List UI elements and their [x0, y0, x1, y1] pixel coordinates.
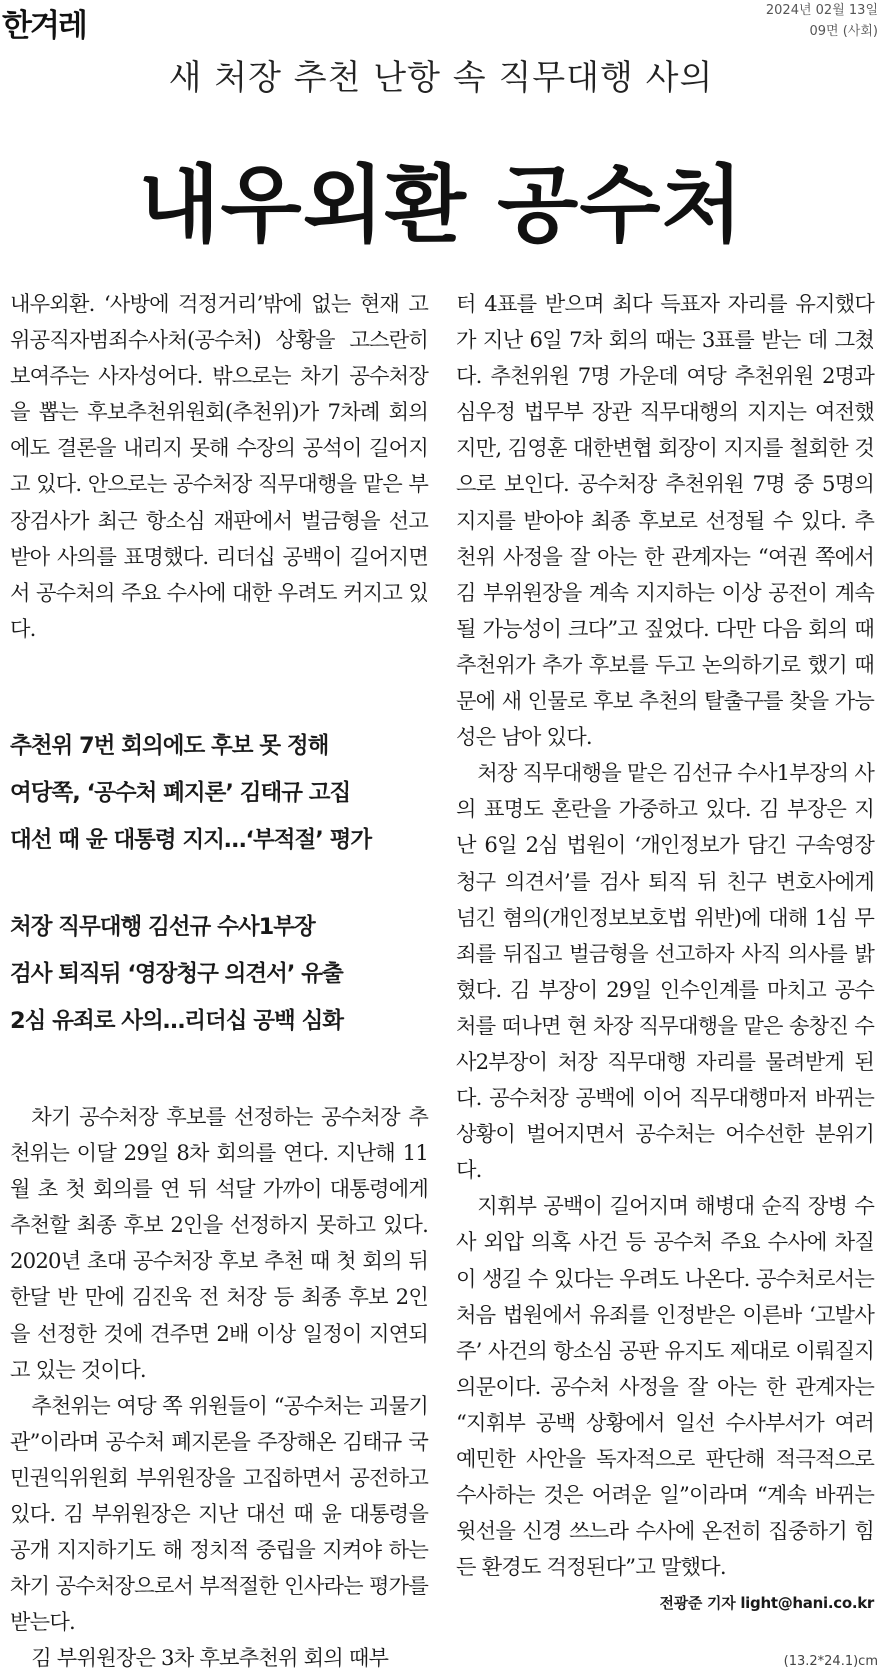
body-paragraph: 처장 직무대행을 맡은 김선규 수사1부장의 사의 표명도 혼란을 가중하고 있다. 김 부장은 지난 6일 2심 법원이 ‘개인정보가 담긴 구속영장 청구 의견서’를 검사 퇴직 뒤 친구 변호사에게 넘긴 혐의(개인정보보호법 위반)에 대해 1심 무죄를 뒤집고 벌금형을 선고하자 사직 의사를 밝혔다. 김 부장이 29일 인수인계를 마치고 공수처를 떠나면 현 차장 직무대행을 맡은 송창진 수사2부장이 처장 직무대행 자리를 물려받게 된다. 공수처장 공백에 이어 직무대행마저 바뀌는 상황이 벌어지면서 공수처는 어수선한 분위기다.: [456, 760, 874, 1183]
article-headline: 내우외환 공수처: [138, 156, 744, 254]
intro-paragraph: 내우외환. ‘사방에 걱정거리’밖에 없는 현재 고위공직자범죄수사처(공수처) 상황을 고스란히 보여주는 사자성어다. 밖으로는 차기 공수처장을 뽑는 후보추천위원회(추천위)가 7차례 회의에도 결론을 내리지 못해 수장의 공석이 길어지고 있다. 안으로는 공수처장 직무대행을 맡은 부장검사가 최근 항소심 재판에서 벌금형을 선고받아 사의를 표명했다. 리더십 공백이 길어지면서 공수처의 주요 수사에 대한 우려도 커지고 있다.: [10, 291, 428, 641]
issue-page: 09면 (사회): [809, 24, 878, 39]
subhead: 검사 퇴직뒤 ‘영장청구 의견서’ 유출: [10, 960, 343, 987]
left-column: [10, 286, 428, 1676]
body-paragraph: 터 4표를 받으며 최다 득표자 자리를 유지했다가 지난 6일 7차 회의 때는 3표를 받는 데 그쳤다. 추천위원 7명 가운데 여당 추천위원 2명과 심우정 법무부 장관 직무대행의 지지는 여전했지만, 김영훈 대한변협 회장이 지지를 철회한 것으로 보인다. 공수처장 추천위원 7명 중 5명의 지지를 받아야 최종 후보로 선정될 수 있다. 추천위 사정을 잘 아는 한 관계자는 “여권 쪽에서 김 부위원장을 계속 지지하는 이상 공전이 계속될 가능성이 크다”고 짚었다. 다만 다음 회의 때 추천위가 추가 후보를 두고 논의하기로 했기 때문에 새 인물로 후보 추천의 탈출구를 찾을 가능성은 남아 있다.: [456, 291, 874, 750]
body-paragraph: 차기 공수처장 후보를 선정하는 공수처장 추천위는 이달 29일 8차 회의를 연다. 지난해 11월 초 첫 회의를 연 뒤 석달 가까이 대통령에게 추천할 최종 후보 2인을 선정하지 못하고 있다. 2020년 초대 공수처장 후보 추천 때 첫 회의 뒤 한달 반 만에 김진욱 전 처장 등 최종 후보 2인을 선정한 것에 견주면 2배 이상 일정이 지연되고 있는 것이다.: [10, 1103, 428, 1382]
byline: 전광준 기자 light@hani.co.kr: [659, 1594, 874, 1613]
subhead: 2심 유죄로 사의…리더십 공백 심화: [10, 1007, 344, 1034]
subhead: 대선 때 윤 대통령 지지…‘부적절’ 평가: [10, 826, 372, 853]
issue-meta: [766, 0, 878, 42]
subhead: 처장 직무대행 김선규 수사1부장: [10, 913, 315, 940]
issue-date: 2024년 02월 13일: [765, 3, 878, 18]
article-kicker: 새 처장 추천 난항 속 직무대행 사의: [168, 58, 714, 98]
article-size-note: (13.2*24.1)cm: [783, 1654, 878, 1669]
body-paragraph: 추천위는 여당 쪽 위원들이 “공수처는 괴물기관”이라며 공수처 폐지론을 주장해온 김태규 국민권익위원회 부위원장을 고집하면서 공전하고 있다. 김 부위원장은 지난 대선 때 윤 대통령을 공개 지지하기도 해 정치적 중립을 지켜야 하는 차기 공수처장으로서 부적절한 인사라는 평가를 받는다.: [10, 1392, 428, 1635]
body-paragraph: 지휘부 공백이 길어지며 해병대 순직 장병 수사 외압 의혹 사건 등 공수처 주요 수사에 차질이 생길 수 있다는 우려도 나온다. 공수처로서는 처음 법원에서 유죄를 인정받은 이른바 ‘고발사주’ 사건의 항소심 공판 유지도 제대로 이뤄질지 의문이다. 공수처 사정을 잘 아는 한 관계자는 “지휘부 공백 상황에서 일선 수사부서가 여러 예민한 사안을 독자적으로 판단해 적극적으로 수사하는 것은 어려운 일”이라며 “계속 바뀌는 윗선을 신경 쓰느라 수사에 온전히 집중하기 힘든 환경도 걱정된다”고 말했다.: [456, 1193, 874, 1580]
subhead: 추천위 7번 회의에도 후보 못 정해: [10, 732, 329, 759]
body-paragraph: 김 부위원장은 3차 후보추천위 회의 때부: [31, 1645, 389, 1671]
subheads-block: [10, 723, 428, 1045]
newspaper-logo: 한겨레: [2, 8, 86, 44]
subhead: 여당쪽, ‘공수처 폐지론’ 김태규 고집: [10, 779, 351, 806]
right-column: [456, 286, 874, 1621]
